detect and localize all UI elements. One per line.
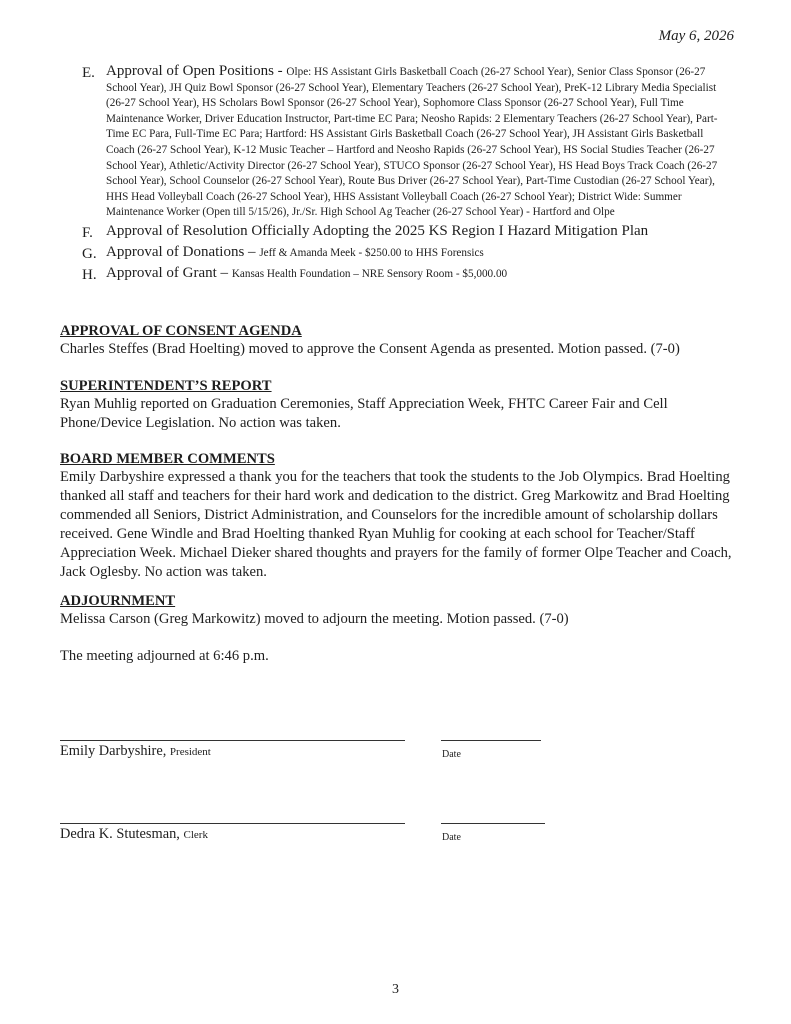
item-detail: Kansas Health Foundation – NRE Sensory Room - $5,000.00 — [231, 267, 508, 280]
consent-item-e — [82, 64, 732, 221]
document-date: May 6, 2026 — [658, 28, 734, 44]
item-title: Approval of Grant – — [106, 264, 232, 281]
section-heading: APPROVAL OF CONSENT AGENDA — [60, 323, 302, 339]
signer-name: Emily Darbyshire, — [60, 743, 167, 759]
item-letter: G. — [82, 245, 97, 262]
item-detail: Jeff & Amanda Meek - $250.00 to HHS Forensics — [259, 246, 484, 259]
section-body: Ryan Muhlig reported on Graduation Ceremonies, Staff Appreciation Week, FHTC Career Fair and Cell Phone/Device Legislation. No action was taken. — [60, 396, 668, 431]
board-comments-section — [60, 450, 740, 582]
superintendent-report-section — [60, 377, 740, 433]
section-heading: SUPERINTENDENT’S REPORT — [60, 378, 272, 394]
signer-role: Clerk — [183, 829, 208, 841]
section-heading: BOARD MEMBER COMMENTS — [60, 451, 275, 467]
section-body: Emily Darbyshire expressed a thank you for the teachers that took the students to the Job Olympics. Brad Hoelting thanked all staff and teachers for their hard work and dedication to the district. Greg Markowitz and Brad Hoelting commended all Seniors, District Administration, and Counselors for the incredible amount of scholarship dollars received. Gene Windle and Brad Hoelting thanked Ryan Muhlig for cooking at each school for Teacher/Staff Appreciation Week. Michael Dieker shared thoughts and prayers for the family of former Olpe Teacher and Coach, Jack Oglesby. No action was taken. — [60, 469, 732, 580]
section-body: Charles Steffes (Brad Hoelting) moved to approve the Consent Agenda as presented. Motion passed. (7-0) — [60, 341, 680, 357]
date-line-president — [441, 740, 541, 741]
page-number: 3 — [392, 982, 399, 997]
signature-president — [60, 743, 211, 760]
signer-role: President — [169, 746, 211, 758]
consent-item-h — [82, 266, 732, 284]
date-label: Date — [442, 749, 461, 760]
signature-clerk — [60, 826, 208, 843]
date-line-clerk — [441, 823, 545, 824]
signature-line-clerk — [60, 823, 405, 824]
item-detail: Olpe: HS Assistant Girls Basketball Coach (26-27 School Year), Senior Class Sponsor (26-27 School Year), JH Quiz Bowl Sponsor (26-27 School Year), Elementary Teachers (26-27 School Year), PreK-12 Library Media Specialist (26-27 School Year), HS Scholars Bowl Sponsor (26-27 School Year), Sophomore Class Sponsor (26-27 School Year), Full Time Maintenance Worker, Driver Education Instructor, Part-time EC Para; Neosho Rapids: 2 Elementary Teachers (26-27 School Year), Part-Time EC Para, Full-Time EC Para; Hartford: HS Assistant Girls Basketball Coach (26-27 School Year), JH Assistant Girls Basketball Coach (26-27 School Year), K-12 Music Teacher – Hartford and Neosho Rapids (26-27 School Year), HS Social Studies Teacher (26-27 School Year), Athletic/Activity Director (26-27 School Year), STUCO Sponsor (26-27 School Year), HS Head Boys Track Coach (26-27 School Year), School Counselor (26-27 School Year), Route Bus Driver (26-27 School Year), Part-Time Custodian (26-27 School Year), HHS Head Volleyball Coach (26-27 School Year), HHS Assistant Volleyball Coach (26-27 School Year); District Wide: Summer Maintenance Worker (Open till 5/15/26), Jr./Sr. High School Ag Teacher (26-27 School Year) - Hartford and Olpe — [106, 66, 718, 219]
signature-line-president — [60, 740, 405, 741]
adjournment-section — [60, 592, 740, 629]
consent-items-list — [82, 64, 732, 287]
item-letter: H. — [82, 266, 97, 283]
item-letter: F. — [82, 224, 93, 241]
date-label: Date — [442, 832, 461, 843]
item-title: Approval of Donations – — [106, 243, 260, 260]
signer-name: Dedra K. Stutesman, — [60, 826, 180, 842]
consent-item-f — [82, 224, 732, 242]
consent-item-g — [82, 245, 732, 263]
item-title: Approval of Resolution Officially Adopting the 2025 KS Region I Hazard Mitigation Plan — [106, 222, 649, 239]
section-body: Melissa Carson (Greg Markowitz) moved to adjourn the meeting. Motion passed. (7-0) — [60, 611, 569, 627]
consent-agenda-section — [60, 322, 740, 359]
item-title: Approval of Open Positions - — [106, 63, 287, 79]
item-letter: E. — [82, 65, 95, 81]
section-heading: ADJOURNMENT — [60, 593, 176, 609]
closing-statement: The meeting adjourned at 6:46 p.m. — [60, 648, 269, 664]
